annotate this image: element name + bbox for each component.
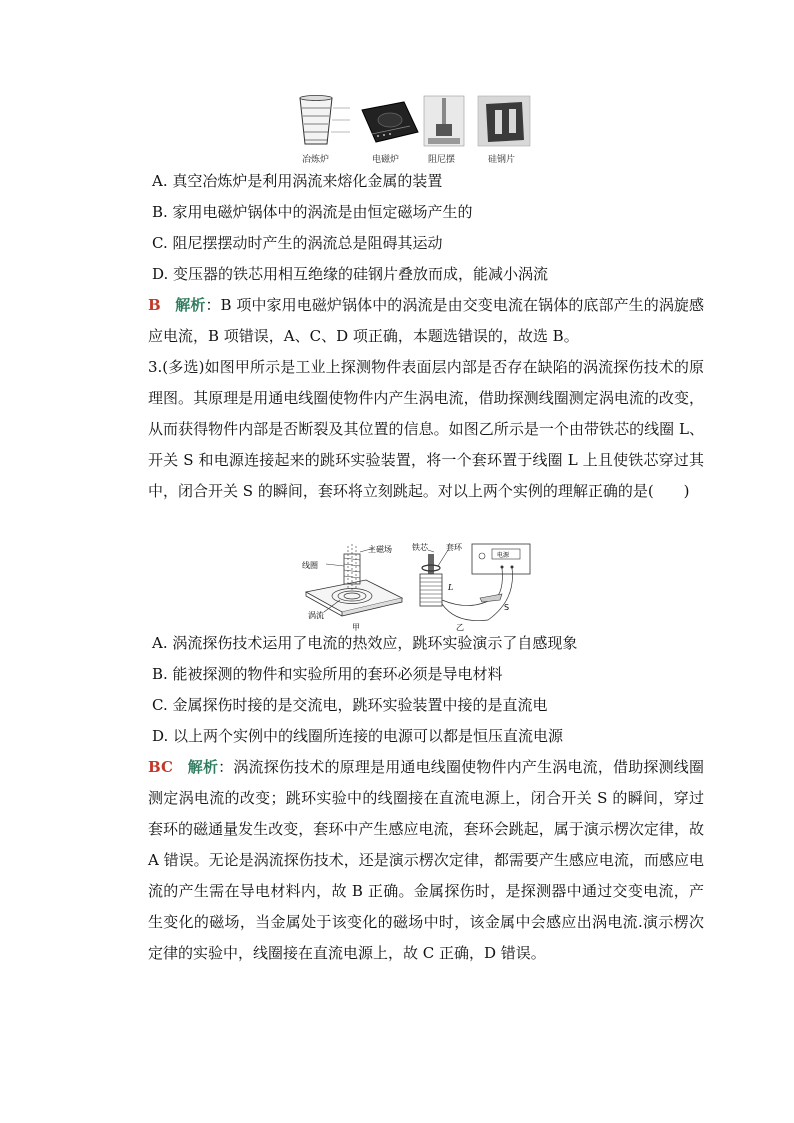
q3-option-b: B. 能被探测的物件和实验所用的套环必须是导电材料 — [152, 665, 503, 683]
caption-damping-pendulum: 阻尼摆 — [428, 155, 456, 165]
q2-answer-text: ：B 项中家用电磁炉锅体中的涡流是由交变电流在锅体的底部产生的涡旋感应电流，B 项错误，A、C、D 项正确，本题选错误的，故选 B。 — [148, 296, 705, 345]
q3-answer-key: BC — [148, 758, 173, 776]
label-L: L — [448, 583, 454, 592]
smelting-furnace-image — [300, 96, 350, 145]
q3-option-c: C. 金属探伤时接的是交流电，跳环实验装置中接的是直流电 — [152, 696, 548, 714]
label-power: 电源 — [497, 552, 510, 559]
label-ring: 套环 — [446, 543, 462, 552]
label-coil: 线圈 — [302, 561, 318, 570]
induction-cooker-image — [362, 102, 418, 142]
q2-answer-key: B — [148, 296, 161, 314]
caption-induction-cooker: 电磁炉 — [372, 155, 400, 165]
eddy-testing-diagram — [306, 544, 402, 616]
q3-option-d: D. 以上两个实例中的线圈所连接的电源可以都是恒压直流电源 — [152, 727, 564, 745]
caption-smelting-furnace: 冶炼炉 — [302, 155, 330, 165]
label-yi: 乙 — [456, 623, 464, 632]
q3-option-a: A. 涡流探伤技术运用了电流的热效应，跳环实验演示了自感现象 — [152, 634, 578, 652]
q2-option-b: B. 家用电磁炉锅体中的涡流是由恒定磁场产生的 — [152, 203, 473, 221]
q3-stem: 3.(多选)如图甲所示是工业上探测物件表面层内部是否存在缺陷的涡流探伤技术的原理图。其原理是用通电线圈使物件内产生涡电流，借助探测线圈测定涡电流的改变，从而获得物件内部是否断裂及其位置的信息。如图乙所示是一个由带铁芯的线圈 L、开关 S 和电源连接起来的跳环实验装置，将一个套环置于线圈 L 上且使铁芯穿过其中，闭合开关 S 的瞬间，套环将立刻跳起。对以上两个实例的理解正确的是( ) — [148, 358, 704, 500]
damping-pendulum-image — [424, 96, 464, 146]
label-core: 铁芯 — [412, 543, 428, 552]
q2-option-c: C. 阻尼摆摆动时产生的涡流总是阻碍其运动 — [152, 234, 443, 252]
label-main-field: 主磁场 — [368, 545, 392, 554]
label-jia: 甲 — [352, 623, 360, 632]
label-eddy: 涡流 — [308, 611, 324, 620]
q2-answer-label: 解析 — [175, 296, 206, 314]
q3-answer — [120, 752, 704, 969]
q2-answer — [120, 290, 704, 352]
q2-option-d: D. 变压器的铁芯用相互绝缘的硅钢片叠放而成，能减小涡流 — [152, 265, 549, 283]
caption-silicon-steel: 硅钢片 — [488, 155, 516, 165]
label-S: S — [504, 603, 510, 612]
silicon-steel-sheet-image — [478, 96, 530, 146]
q3-answer-label: 解析 — [187, 758, 219, 776]
jumping-ring-diagram — [420, 544, 530, 621]
q3-answer-text: ：涡流探伤技术的原理是用通电线圈使物件内产生涡电流，借助探测线圈测定涡电流的改变；跳环实验中的线圈接在直流电源上，闭合开关 S 的瞬间，穿过套环的磁通量发生改变，套环中产生感应电流，套环会跳起，属于演示楞次定律，故 A 错误。无论是涡流探伤技术，还是演示楞次定律，都需要产生感应电流，而感应电流的产生需在导电材料内，故 B 正确。金属探伤时，是探测器中通过交变电流，产生变化的磁场，当金属处于该变化的磁场中时，该金属中会感应出涡电流.演示楞次定律的实验中，线圈接在直流电源上，故 C 正确，D 错误。 — [148, 758, 704, 962]
q2-option-a: A. 真空冶炼炉是利用涡流来熔化金属的装置 — [152, 172, 443, 190]
figure-eddy-testing-and-jumping-ring — [296, 540, 534, 632]
